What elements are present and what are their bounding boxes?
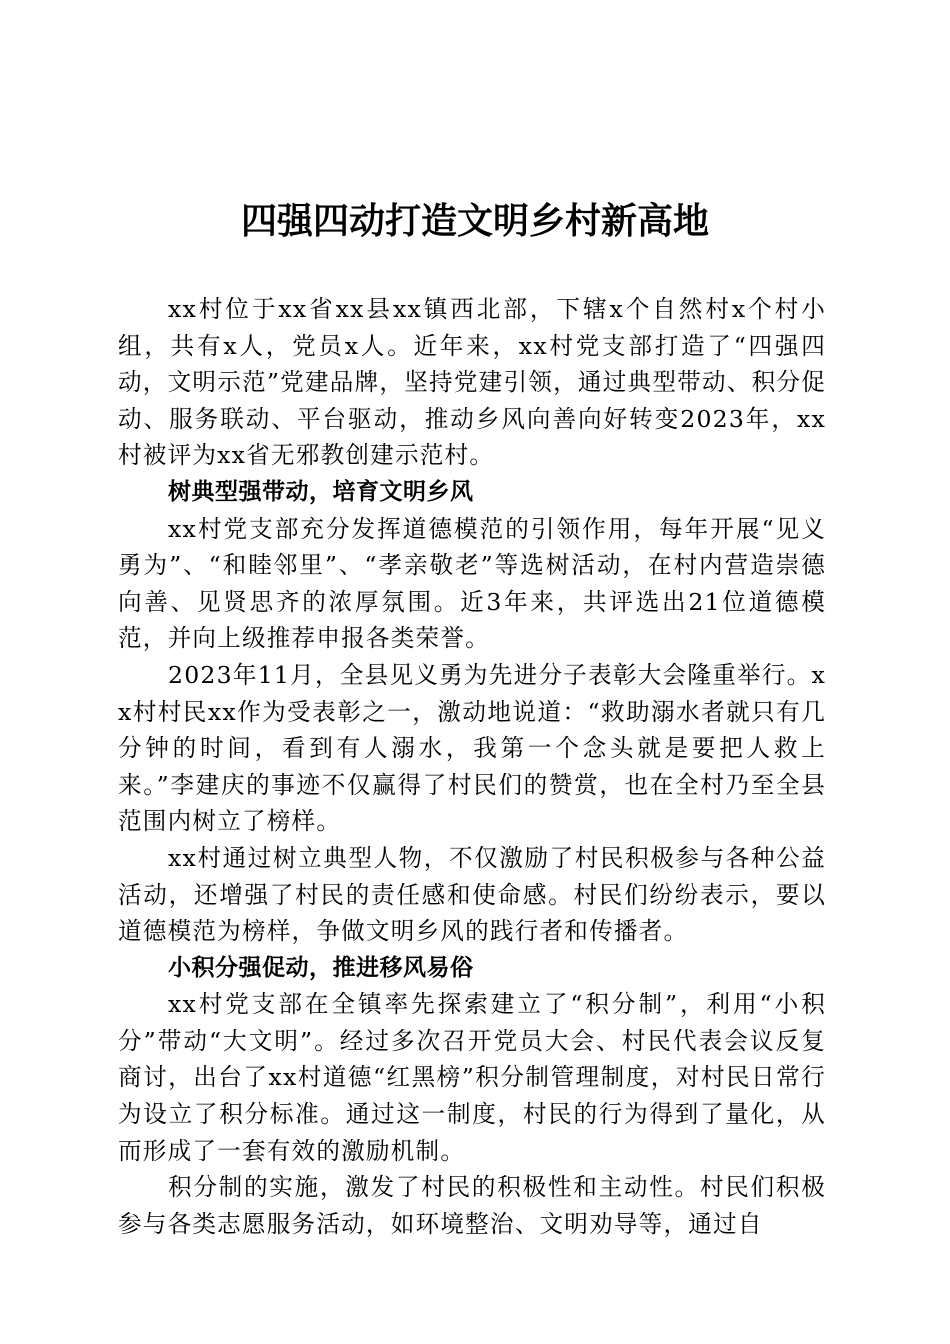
paragraph-typical-figures: xx村通过树立典型人物，不仅激励了村民积极参与各种公益活动，还增强了村民的责任感和使命感。村民们纷纷表示，要以道德模范为榜样，争做文明乡风的践行者和传播者。 xyxy=(118,843,826,946)
paragraph-moral-models: xx村党支部充分发挥道德模范的引领作用，每年开展“见义勇为”、“和睦邻里”、“孝亲敬老”等选树活动，在村内营造崇德向善、见贤思齐的浓厚氛围。近3年来，共评选出21位道德模范，并向上级推荐申报各类荣誉。 xyxy=(118,514,826,653)
paragraph-commendation: 2023年11月，全县见义勇为先进分子表彰大会隆重举行。xx村村民xx作为受表彰之一，激动地说道：“救助溺水者就只有几分钟的时间，看到有人溺水，我第一个念头就是要把人救上来。”李建庆的事迹不仅赢得了村民们的赞赏，也在全村乃至全县范围内树立了榜样。 xyxy=(118,660,826,836)
section-heading-model: 树典型强带动，培育文明乡风 xyxy=(168,478,474,505)
document-title: 四强四动打造文明乡村新高地 xyxy=(240,200,709,242)
paragraph-points-effect: 积分制的实施，激发了村民的积极性和主动性。村民们积极参与各类志愿服务活动，如环境整治、文明劝导等，通过自 xyxy=(118,1173,826,1238)
paragraph-intro: xx村位于xx省xx县xx镇西北部，下辖x个自然村x个村小组，共有x人，党员x人。近年来，xx村党支部打造了“四强四动，文明示范”党建品牌，坚持党建引领，通过典型带动、积分促动、服务联动、平台驱动，推动乡风向善向好转变2023年，xx村被评为xx省无邪教创建示范村。 xyxy=(118,295,826,470)
paragraph-points-system: xx村党支部在全镇率先探索建立了“积分制”，利用“小积分”带动“大文明”。经过多次召开党员大会、村民代表会议反复商讨，出台了xx村道德“红黑榜”积分制管理制度，对村民日常行为设立了积分标准。通过这一制度，村民的行为得到了量化，从而形成了一套有效的激励机制。 xyxy=(118,990,826,1165)
document-body xyxy=(118,291,826,1242)
section-heading-points: 小积分强促动，推进移风易俗 xyxy=(168,954,474,981)
